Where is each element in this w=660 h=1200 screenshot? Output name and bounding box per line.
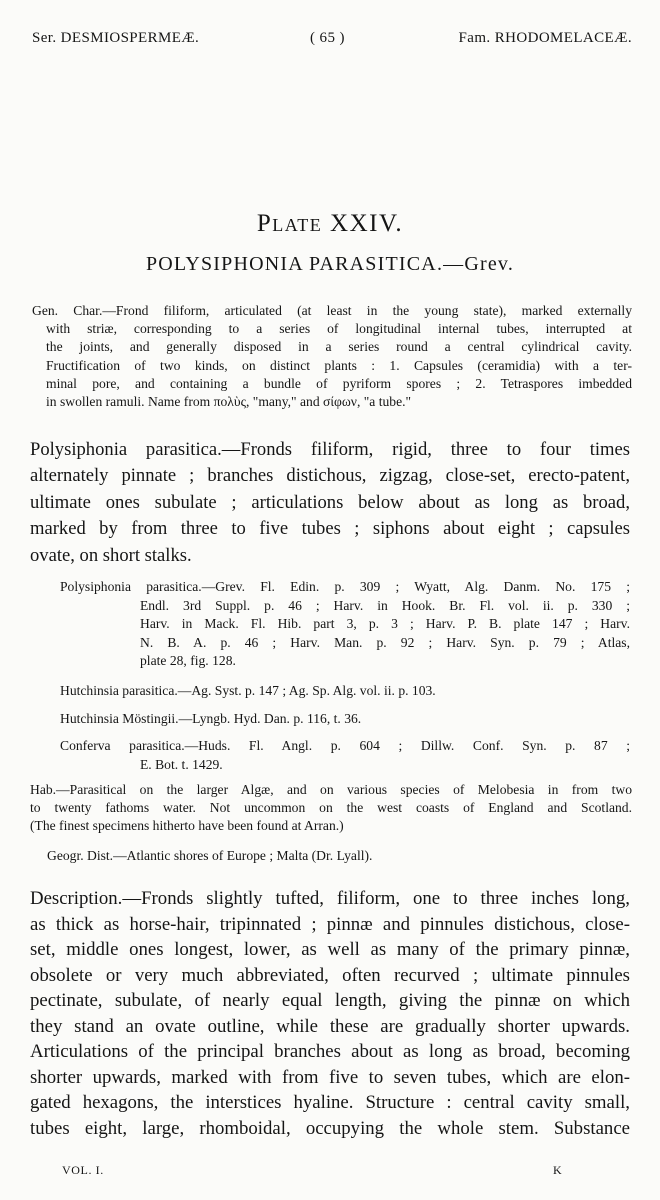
running-header-series: Ser. DESMIOSPERMEÆ.	[32, 30, 200, 46]
habitat	[30, 781, 632, 836]
synonym-line: plate 28, fig. 128.	[140, 653, 236, 669]
gen-char-line: with striæ, corresponding to a series of longitudinal internal tubes, interrupted at	[46, 321, 632, 337]
gen-char-line: minal pore, and containing a bundle of pyriform spores ; 2. Tetraspores imbedded	[46, 375, 632, 391]
plate-title: Plate XXIV.	[256, 210, 404, 237]
description-line: shorter upwards, marked with from five to seven tubes, which are elon-	[30, 1066, 630, 1088]
description-line: gated hexagons, the interstices hyaline. Structure : central cavity small,	[30, 1092, 630, 1113]
synonym-line: Harv. in Mack. Fl. Hib. part 3, p. 3 ; Harv. P. B. plate 147 ; Harv.	[140, 616, 630, 632]
description-line: as thick as horse-hair, tripinnated ; pinnæ and pinnules distichous, close-	[30, 913, 630, 935]
spec-char-line: ovate, on short stalks.	[30, 544, 192, 566]
synonym-line: Endl. 3rd Suppl. p. 46 ; Harv. in Hook. Br. Fl. vol. ii. p. 330 ;	[140, 597, 630, 613]
synonymy-entry	[60, 737, 630, 774]
gen-char-line: in swollen ramuli. Name from πολὺς, "many," and σίφων, "a tube."	[46, 393, 412, 409]
synonym-line: Polysiphonia parasitica.—Grev. Fl. Edin. p. 309 ; Wyatt, Alg. Danm. No. 175 ;	[60, 579, 630, 594]
volume-marker: VOL. I.	[62, 1163, 104, 1177]
description-line: they stand an ovate outline, while these are gradually shorter upwards.	[30, 1015, 630, 1037]
description	[30, 886, 630, 1141]
description-line: set, middle ones longest, lower, as well as many of the primary pinnæ,	[30, 939, 630, 960]
geog-line: Geogr. Dist.—Atlantic shores of Europe ; Malta (Dr. Lyall).	[47, 848, 373, 863]
running-header-family: Fam. RHODOMELACEÆ.	[458, 30, 632, 46]
description-line: Articulations of the principal branches about as long as broad, becoming	[30, 1041, 630, 1062]
generic-character	[32, 302, 632, 411]
gen-char-line: the joints, and generally disposed in a series round a central cylindrical cavity.	[46, 339, 632, 355]
synonymy-entry	[60, 710, 630, 729]
synonym-line: Conferva parasitica.—Huds. Fl. Angl. p. 604 ; Dillw. Conf. Syn. p. 87 ;	[60, 738, 630, 753]
synonym-line: N. B. A. p. 46 ; Harv. Man. p. 92 ; Harv. Syn. p. 79 ; Atlas,	[140, 634, 630, 650]
description-line: tubes eight, large, rhomboidal, occupying the whole stem. Substance	[30, 1117, 630, 1139]
gen-char-line: Fructification of two kinds, on distinct plants : 1. Capsules (ceramidia) with a ter-	[46, 357, 632, 373]
habitat-line: to twenty fathoms water. Not uncommon on the west coasts of England and Scotland.	[30, 800, 632, 816]
species-title: POLYSIPHONIA PARASITICA.—Grev.	[145, 253, 515, 275]
synonym-line: Hutchinsia parasitica.—Ag. Syst. p. 147 ; Ag. Sp. Alg. vol. ii. p. 103.	[60, 683, 436, 698]
description-line: pectinate, subulate, of nearly equal length, giving the pinnæ on which	[30, 990, 630, 1011]
synonymy-entry	[60, 682, 630, 701]
geographic-distribution	[47, 847, 632, 865]
habitat-line: (The finest specimens hitherto have been found at Arran.)	[30, 818, 344, 834]
spec-char-line: ultimate ones subulate ; articulations below about as long as broad,	[30, 491, 630, 513]
page-number: ( 65 )	[310, 30, 345, 46]
synonymy-entry	[60, 578, 630, 671]
description-line: Description.—Fronds slightly tufted, filiform, one to three inches long,	[30, 888, 630, 909]
synonym-line: Hutchinsia Möstingii.—Lyngb. Hyd. Dan. p. 116, t. 36.	[60, 711, 362, 726]
gen-char-line: Gen. Char.—Frond filiform, articulated (at least in the young state), marked externally	[32, 303, 632, 318]
spec-char-line: marked by from three to five tubes ; siphons about eight ; capsules	[30, 518, 630, 540]
signature-mark: K	[553, 1163, 563, 1177]
specific-character	[30, 437, 630, 569]
spec-char-line: Polysiphonia parasitica.—Fronds filiform, rigid, three to four times	[30, 439, 630, 460]
synonym-line: E. Bot. t. 1429.	[140, 756, 223, 772]
habitat-line: Hab.—Parasitical on the larger Algæ, and on various species of Melobesia in from two	[30, 782, 632, 797]
description-line: obsolete or very much abbreviated, often recurved ; ultimate pinnules	[30, 964, 630, 986]
spec-char-line: alternately pinnate ; branches distichous, zigzag, close-set, erecto-patent,	[30, 465, 630, 487]
